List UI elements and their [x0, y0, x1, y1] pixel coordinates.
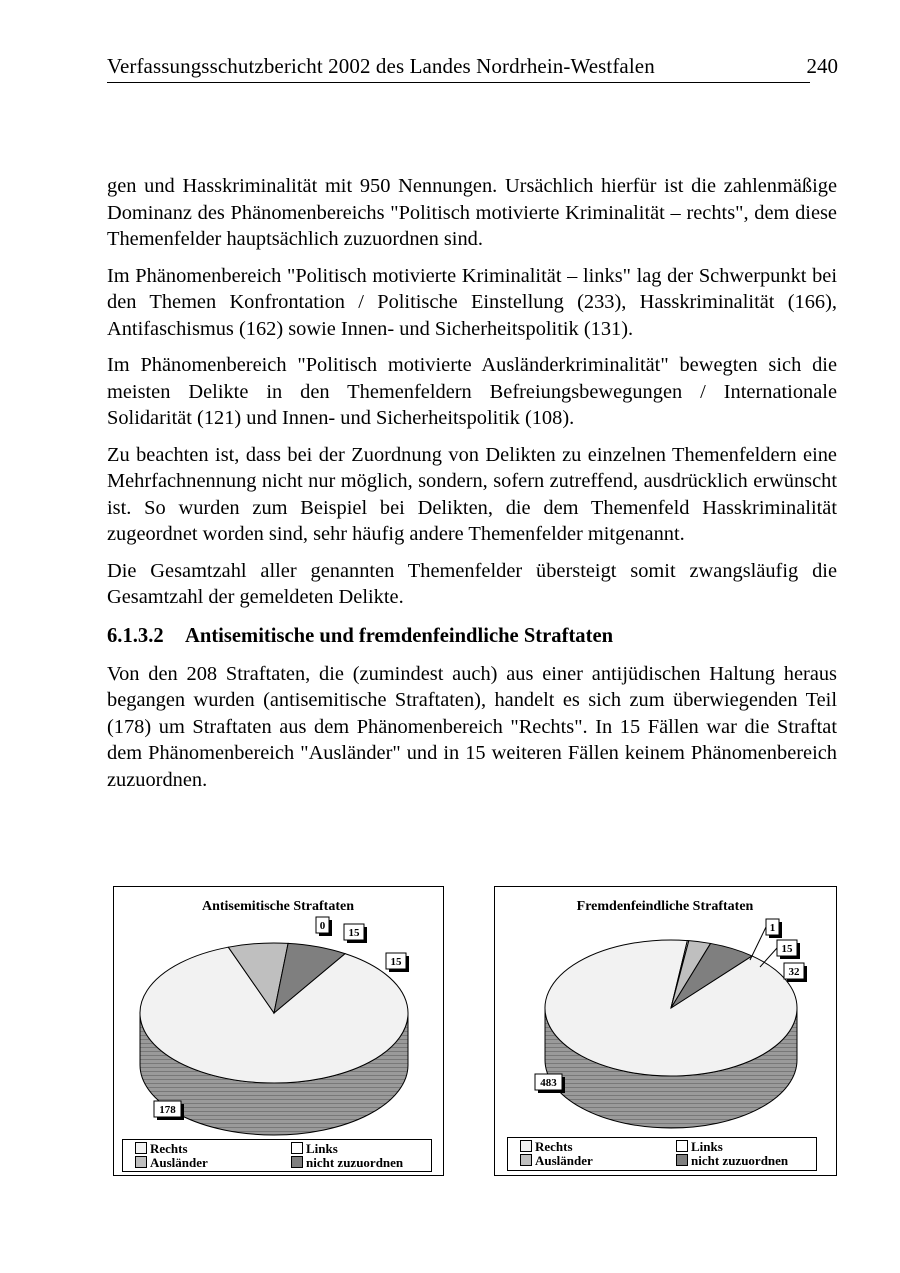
legend-swatch-links: [676, 1140, 688, 1152]
data-label: 483: [540, 1077, 557, 1089]
pie-chart-xenophobic: [494, 886, 837, 1176]
chart-title: Antisemitische Straftaten: [201, 899, 355, 914]
data-label: 15: [348, 927, 360, 939]
chart-legend: [122, 1139, 432, 1172]
paragraph: Im Phänomenbereich "Politisch motivierte Kriminalität – links" lag der Schwerpunkt bei den Themen Konfrontation / Politische Einstellung (233), Hasskriminalität (166), Antifaschismus (162) sowie Innen- und Sicherheitspolitik (131).: [107, 264, 837, 340]
legend-label: Ausländer: [150, 1155, 208, 1170]
legend-swatch-rechts: [135, 1142, 147, 1154]
section-title: Antisemitische und fremdenfeindliche Straftaten: [185, 624, 614, 647]
data-label: 0: [319, 920, 326, 932]
section-heading: [107, 623, 837, 649]
legend-swatch-links: [291, 1142, 303, 1154]
legend-label: nicht zuzuordnen: [691, 1153, 789, 1168]
paragraph: Von den 208 Straftaten, die (zumindest auch) aus einer antijüdischen Haltung heraus begangen wurden (antisemitische Straftaten), handelt es sich zum überwiegenden Teil (178) um Straftaten aus dem Phänomenbereich "Rechts". In 15 Fällen war die Straftat dem Phänomenbereich "Ausländer" und in 15 weiteren Fällen keinem Phänomenbereich zuzuordnen.: [107, 662, 837, 791]
data-label: 1: [769, 922, 776, 934]
legend-item-links: [676, 1140, 723, 1154]
legend-item-auslaender: [135, 1156, 208, 1170]
legend-item-rechts: [520, 1140, 573, 1154]
legend-item-nicht-zuzuordnen: [291, 1156, 403, 1170]
paragraph: Im Phänomenbereich "Politisch motivierte Ausländerkriminalität" bewegten sich die meisten Delikte in den Themenfeldern Befreiungsbewegungen / Internationale Solidarität (121) und Innen- und Sicherheitspolitik (108).: [107, 354, 837, 429]
section-number: 6.1.3.2: [107, 624, 164, 647]
legend-item-nicht-zuzuordnen: [676, 1154, 788, 1168]
header-title: Verfassungsschutzbericht 2002 des Landes Nordrhein-Westfalen: [107, 54, 655, 78]
legend-item-links: [291, 1142, 338, 1156]
legend-label: Ausländer: [535, 1153, 593, 1168]
legend-swatch-auslaender: [520, 1154, 532, 1166]
data-label: 32: [788, 966, 800, 978]
paragraph: gen und Hasskriminalität mit 950 Nennungen. Ursächlich hierfür ist die zahlenmäßige Dominanz des Phänomenbereichs "Politisch motivierte Kriminalität – rechts", dem diese Themenfelder hauptsächlich zuzuordnen sind.: [107, 175, 837, 250]
chart-legend: [507, 1137, 817, 1171]
page-header: [107, 50, 838, 83]
paragraph: Die Gesamtzahl aller genannten Themenfelder übersteigt somit zwangsläufig die Gesamtzahl der gemeldeten Delikte.: [107, 559, 837, 608]
pie-chart-antisemitic: [113, 886, 444, 1176]
label-leader-line: [760, 948, 777, 967]
document-body: [107, 173, 837, 803]
pie-chart-svg: [495, 887, 836, 1175]
legend-swatch-nicht-zuzuordnen: [291, 1156, 303, 1168]
legend-label: Links: [691, 1139, 723, 1154]
pie-chart-svg: [114, 887, 443, 1175]
legend-item-auslaender: [520, 1154, 593, 1168]
legend-label: Rechts: [150, 1141, 188, 1156]
legend-item-rechts: [135, 1142, 188, 1156]
chart-title: Fremdenfeindliche Straftaten: [576, 899, 754, 914]
page-number: 240: [806, 54, 838, 78]
data-label: 15: [390, 956, 402, 968]
label-leader-line: [750, 927, 766, 960]
data-label: 178: [159, 1104, 176, 1116]
legend-label: nicht zuzuordnen: [306, 1155, 404, 1170]
legend-label: Links: [306, 1141, 338, 1156]
legend-swatch-rechts: [520, 1140, 532, 1152]
data-label: 15: [781, 943, 793, 955]
paragraph: Zu beachten ist, dass bei der Zuordnung von Delikten zu einzelnen Themenfeldern eine Mehrfachnennung nicht nur möglich, sondern, sofern zutreffend, ausdrücklich erwünscht ist. So wurden zum Beispiel bei Delikten, die dem Themenfeld Hasskriminalität zugeordnet worden sind, sehr häufig andere Themenfelder mitgenannt.: [107, 443, 837, 545]
legend-swatch-auslaender: [135, 1156, 147, 1168]
legend-label: Rechts: [535, 1139, 573, 1154]
legend-swatch-nicht-zuzuordnen: [676, 1154, 688, 1166]
